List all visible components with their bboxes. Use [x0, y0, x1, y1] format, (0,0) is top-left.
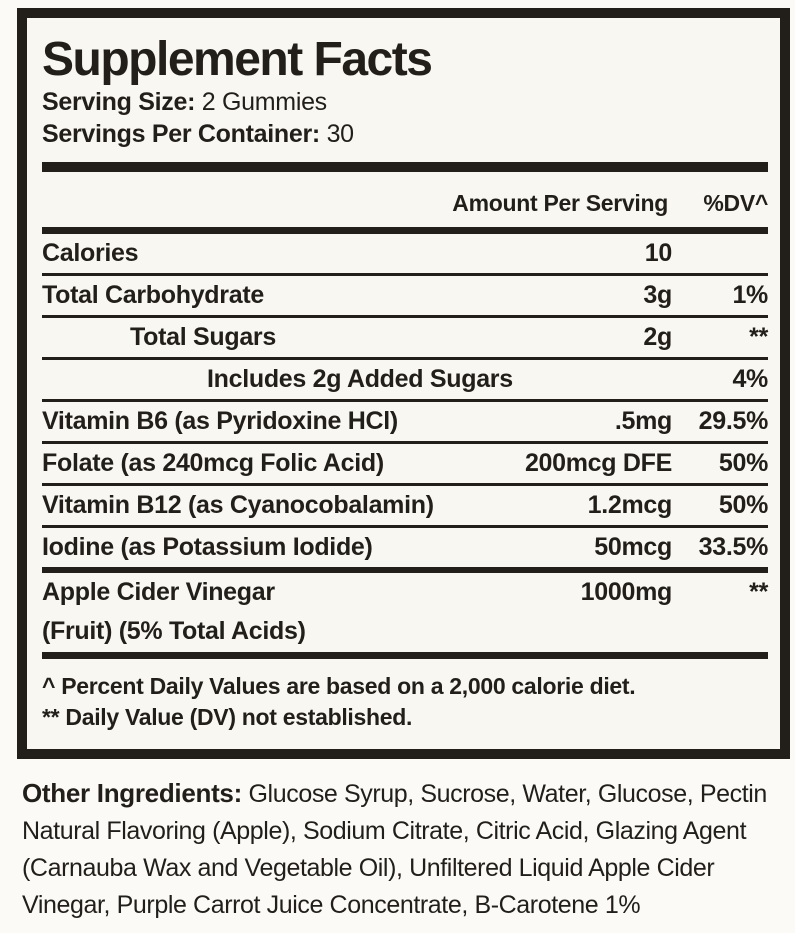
supplement-facts-panel	[17, 8, 790, 759]
nutrient-dv: 1%	[732, 280, 768, 309]
other-ingredients-paragraph	[22, 775, 787, 924]
panel-title: Supplement Facts	[42, 33, 432, 86]
thick-divider-bar	[42, 162, 768, 172]
nutrient-amount: 1.2mcg	[587, 490, 672, 519]
nutrient-amount: 50mcg	[594, 532, 672, 561]
servings-per-container-line	[42, 118, 768, 150]
nutrient-dv: 33.5%	[698, 532, 768, 561]
serving-size-line	[42, 86, 768, 118]
nutrient-name: Includes 2g Added Sugars	[207, 364, 513, 393]
servings-per-container-value: 30	[326, 119, 354, 148]
nutrient-amount: .5mg	[614, 406, 672, 435]
other-ingredients-text: Glucose Syrup, Sucrose, Water, Glucose, Pectin Natural Flavoring (Apple), Sodium Citrate, Citric Acid, Glazing Agent (Carnauba Wax and Vegetable Oil), Unfiltered Liquid Apple Cider Vinegar, Purple Carrot Juice Concentrate, B-Carotene 1%	[22, 779, 767, 919]
nutrient-row-total-sugars	[42, 315, 768, 357]
nutrient-name: Folate (as 240mcg Folic Acid)	[42, 448, 384, 477]
nutrient-amount: 3g	[643, 280, 672, 309]
footnotes-section	[42, 652, 768, 749]
column-header-dv: %DV^	[703, 189, 768, 216]
nutrient-dv: 50%	[718, 448, 768, 477]
nutrient-amount: 2g	[643, 322, 672, 351]
serving-size-value: 2 Gummies	[201, 87, 327, 116]
nutrient-row-added-sugars	[42, 357, 768, 399]
nutrient-amount: 1000mg	[580, 577, 672, 606]
nutrient-row-calories	[42, 234, 768, 273]
nutrient-name: Vitamin B12 (as Cyanocobalamin)	[42, 490, 434, 519]
nutrient-name-line2: (Fruit) (5% Total Acids)	[42, 616, 306, 645]
nutrient-name: Vitamin B6 (as Pyridoxine HCl)	[42, 406, 398, 435]
nutrient-name-line1: Apple Cider Vinegar	[42, 577, 275, 606]
nutrient-row-vitamin-b6	[42, 399, 768, 441]
nutrient-name	[42, 573, 472, 651]
column-header-row	[42, 172, 768, 234]
nutrient-row-folate	[42, 441, 768, 483]
nutrient-row-vitamin-b12	[42, 483, 768, 525]
nutrient-dv: 29.5%	[698, 406, 768, 435]
nutrient-dv: **	[749, 322, 768, 351]
other-ingredients-label: Other Ingredients:	[22, 777, 242, 808]
servings-per-container-label: Servings Per Container:	[42, 119, 320, 148]
nutrient-amount: 10	[644, 238, 672, 267]
nutrient-dv: 4%	[732, 364, 768, 393]
footnote-dv-not-established: ** Daily Value (DV) not established.	[42, 703, 413, 730]
nutrient-row-apple-cider-vinegar	[42, 567, 768, 651]
column-header-amount: Amount Per Serving	[452, 189, 668, 216]
nutrient-name: Iodine (as Potassium Iodide)	[42, 532, 373, 561]
nutrient-row-iodine	[42, 525, 768, 567]
nutrient-name: Total Sugars	[130, 322, 276, 351]
serving-size-label: Serving Size:	[42, 87, 196, 116]
footnote-daily-values: ^ Percent Daily Values are based on a 2,000 calorie diet.	[42, 672, 636, 699]
nutrient-dv: **	[749, 577, 768, 606]
nutrient-row-total-carbohydrate	[42, 273, 768, 315]
nutrient-dv: 50%	[718, 490, 768, 519]
nutrient-amount: 200mcg DFE	[524, 448, 672, 477]
nutrient-name: Calories	[42, 238, 139, 267]
nutrient-name: Total Carbohydrate	[42, 280, 264, 309]
